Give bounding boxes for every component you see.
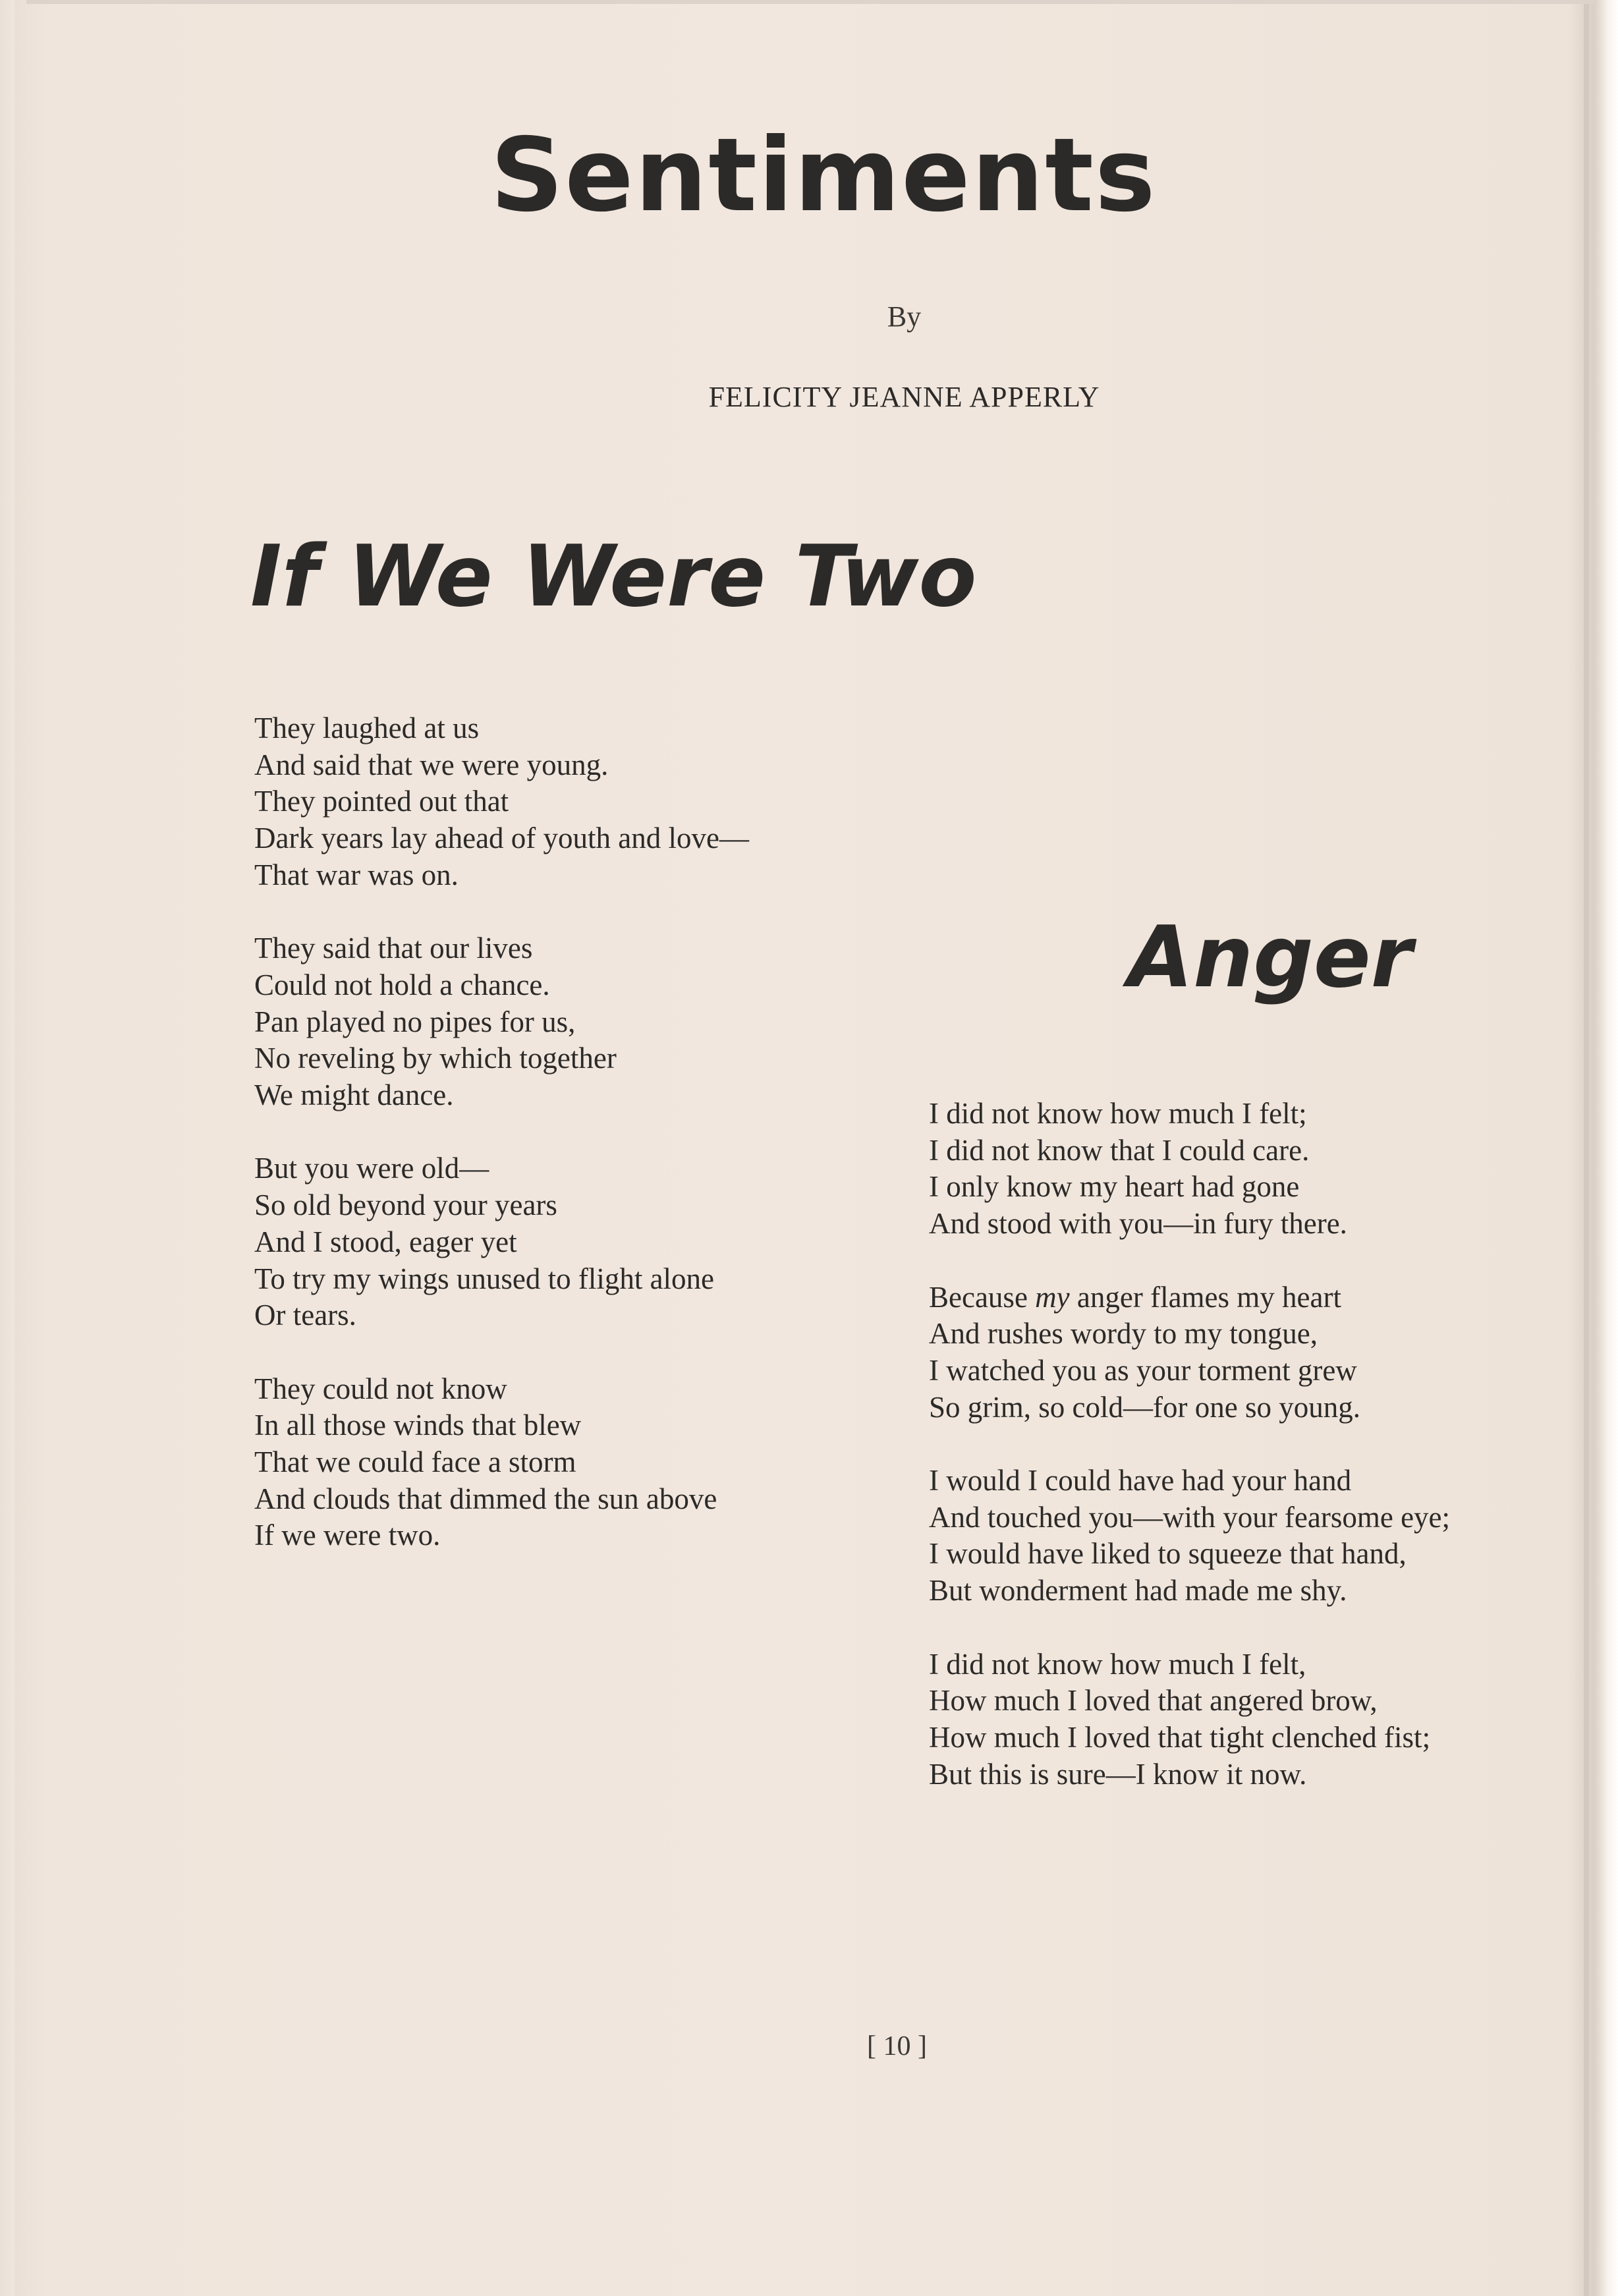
poem-line: In all those winds that blew (254, 1409, 582, 1442)
poem-line: That war was on. (254, 858, 459, 891)
poem-stanza (254, 1371, 913, 1555)
poem-stanza (929, 1096, 1575, 1243)
poem-line: How much I loved that tight clenched fist; (929, 1720, 1431, 1754)
page-gutter-shadow (1584, 0, 1589, 2296)
page-top-edge (26, 0, 1594, 4)
poem-line: We might dance. (254, 1078, 454, 1112)
poem-line: How much I loved that angered brow, (929, 1684, 1378, 1718)
page-left-edge (0, 0, 14, 2296)
poem-line: And clouds that dimmed the sun above (254, 1482, 717, 1515)
poem-line: I did not know how much I felt, (929, 1647, 1306, 1681)
poem-line: They pointed out that (254, 785, 509, 818)
poem-stanza (929, 1463, 1575, 1610)
byline-prefix: By (887, 300, 922, 333)
poem-line: And said that we were young. (254, 748, 609, 781)
poem-line: They said that our lives (254, 932, 533, 965)
poem-stanza (254, 930, 913, 1114)
poem-line: But wonderment had made me shy. (929, 1574, 1347, 1608)
emphasized-word: my (1035, 1280, 1070, 1314)
poem-line: Could not hold a chance. (254, 968, 550, 1001)
poem-line: That we could face a storm (254, 1445, 576, 1479)
poem-line: I would have liked to squeeze that hand, (929, 1537, 1407, 1571)
poem-line: But you were old— (254, 1152, 489, 1185)
poem-line: And stood with you—in fury there. (929, 1207, 1347, 1241)
poem-stanza (929, 1279, 1575, 1426)
poem-line: Pan played no pipes for us, (254, 1005, 576, 1038)
poem-title-if-we-were-two: If We Were Two (250, 528, 977, 626)
poem-line: I would I could have had your hand (929, 1464, 1352, 1497)
poem-line: They laughed at us (254, 712, 480, 744)
poem-line-start: Because (929, 1280, 1036, 1314)
poem-line: And rushes wordy to my tongue, (929, 1317, 1318, 1351)
poem-line: I only know my heart had gone (929, 1170, 1300, 1204)
poem-stanza (254, 1150, 913, 1334)
poem-stanza (929, 1646, 1575, 1793)
author-name: FELICITY JEANNE APPERLY (708, 381, 1100, 413)
poem-line: They could not know (254, 1372, 507, 1405)
poem-line: I did not know that I could care. (929, 1133, 1310, 1167)
poem-line: But this is sure—I know it now. (929, 1757, 1307, 1791)
poem-line (929, 1279, 1575, 1316)
poem-line: Dark years lay ahead of youth and love— (254, 822, 749, 855)
poem-line: No reveling by which together (254, 1042, 617, 1075)
page-number: [ 10 ] (867, 2031, 927, 2061)
poem-line: And I stood, eager yet (254, 1225, 517, 1258)
poem-line: And touched you—with your fearsome eye; (929, 1500, 1451, 1534)
poem-line: If we were two. (254, 1519, 441, 1552)
poem-line-end: anger flames my heart (1069, 1280, 1341, 1314)
poem-line: So grim, so cold—for one so young. (929, 1390, 1360, 1424)
poem-stanza (254, 710, 913, 894)
poem-line: To try my wings unused to flight alone (254, 1262, 715, 1295)
document-title: Sentiments (490, 117, 1157, 235)
poem-line: I watched you as your torment grew (929, 1353, 1357, 1387)
poem-line: Or tears. (254, 1299, 356, 1332)
poem-title-anger: Anger (1128, 909, 1412, 1007)
poem-line: So old beyond your years (254, 1189, 557, 1222)
poem-anger (929, 1096, 1575, 1830)
poem-line: I did not know how much I felt; (929, 1097, 1307, 1130)
poem-if-we-were-two (254, 710, 913, 1591)
